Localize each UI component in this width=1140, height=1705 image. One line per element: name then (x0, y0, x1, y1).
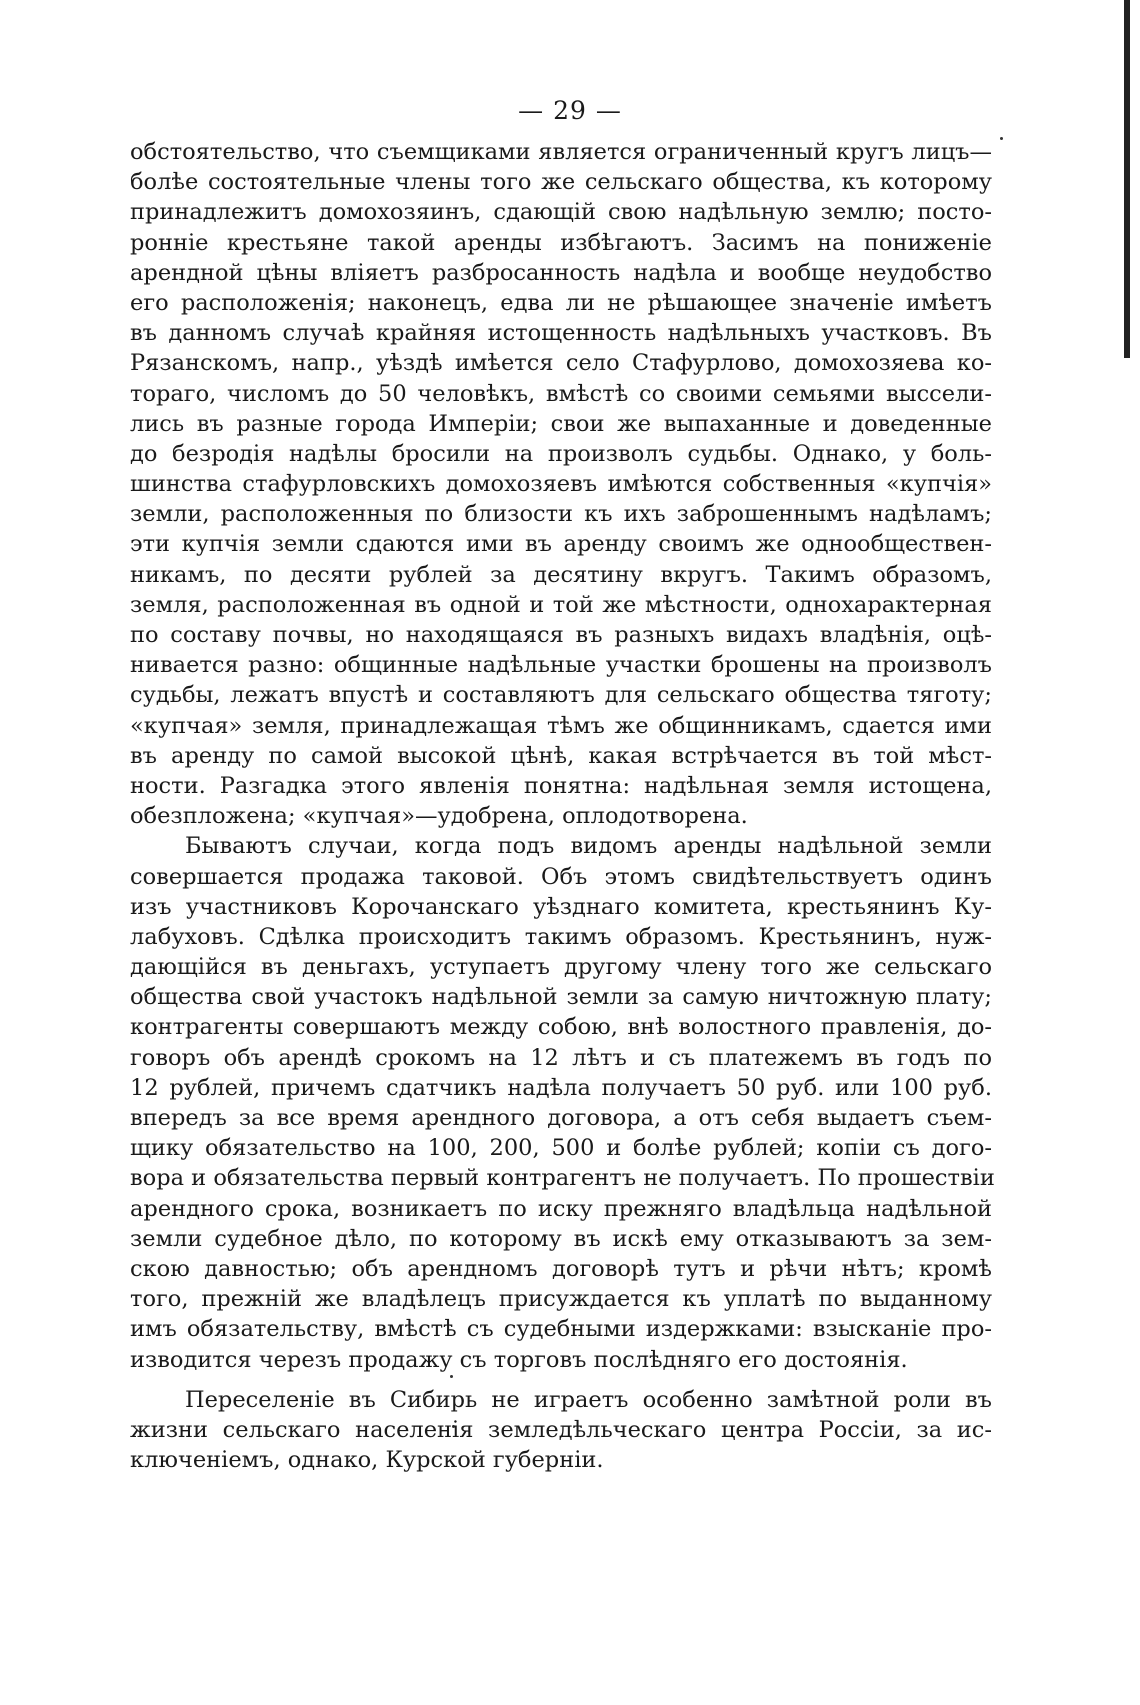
text-line: имъ обязательству, вмѣстѣ съ судебными издержками: взысканіе про- (130, 1316, 992, 1343)
page-number: — 29 — (518, 96, 622, 125)
text-line: тораго, числомъ до 50 человѣкъ, вмѣстѣ со своими семьями выссели- (130, 380, 992, 407)
text-line: ронніе крестьяне такой аренды избѣгаютъ. Засимъ на пониженіе (130, 229, 992, 256)
text-line: обезпложена; «купчая»—удобрена, оплодотворена. (130, 803, 748, 830)
text-line: ности. Разгадка этого явленія понятна: надѣльная земля истощена, (130, 772, 992, 799)
text-line: Бываютъ случаи, когда подъ видомъ аренды надѣльной земли (185, 833, 992, 860)
text-line: эти купчія земли сдаются ими въ аренду своимъ же однообществен- (130, 531, 992, 558)
text-line: болѣе состоятельные члены того же сельскаго общества, къ которому (130, 169, 992, 196)
body-text (130, 137, 995, 1475)
text-line: «купчая» земля, принадлежащая тѣмъ же общинникамъ, сдается ими (130, 712, 992, 739)
text-line: по составу почвы, но находящаяся въ разныхъ видахъ владѣнія, оцѣ- (130, 622, 992, 648)
text-line: земля, расположенная въ одной и той же мѣстности, однохарактерная (130, 591, 992, 618)
paragraph (130, 831, 995, 1374)
text-line: говоръ объ арендѣ срокомъ на 12 лѣтъ и съ платежемъ въ годъ по (130, 1044, 992, 1071)
text-line: Переселеніе въ Сибирь не играетъ особенно замѣтной роли въ (185, 1386, 992, 1413)
paragraph (130, 137, 992, 831)
text-line: до безродія надѣлы бросили на произволъ судьбы. Однако, у боль- (130, 440, 992, 467)
text-line: лись въ разные города Имперіи; свои же выпаханные и доведенные (130, 410, 992, 437)
text-line: земли, расположенныя по близости къ ихъ заброшеннымъ надѣламъ; (130, 501, 992, 528)
paragraph (130, 1385, 992, 1476)
text-line: того, прежній же владѣлецъ присуждается къ уплатѣ по выданному (130, 1286, 992, 1313)
text-line: шинства стафурловскихъ домохозяевъ имѣются собственныя «купчія» (130, 471, 992, 498)
text-line: принадлежитъ домохозяинъ, сдающій свою надѣльную землю; посто- (130, 199, 992, 226)
text-line: изъ участниковъ Корочанскаго уѣзднаго комитета, крестьянинъ Ку- (130, 893, 992, 920)
text-line: впередъ за все время арендного договора, а отъ себя выдаетъ съем- (130, 1105, 992, 1131)
text-line: дающійся въ деньгахъ, уступаетъ другому члену того же сельскаго (130, 954, 992, 981)
text-line: въ данномъ случаѣ крайняя истощенность надѣльныхъ участковъ. Въ (130, 320, 992, 347)
text-line: жизни сельскаго населенія земледѣльческаго центра Россіи, за ис- (130, 1416, 992, 1443)
text-line: щику обязательство на 100, 200, 500 и болѣе рублей; копіи съ дого- (130, 1135, 992, 1162)
text-line: земли судебное дѣло, по которому въ искѣ ему отказываютъ за зем- (130, 1225, 992, 1252)
text-line: 12 рублей, причемъ сдатчикъ надѣла получаетъ 50 руб. или 100 руб. (130, 1074, 992, 1101)
text-line: вора и обязательства первый контрагентъ не получаетъ. По прошествіи (130, 1165, 995, 1192)
text-line: арендного срока, возникаетъ по иску прежняго владѣльца надѣльной (130, 1195, 992, 1222)
text-line: скою давностью; объ арендномъ договорѣ тутъ и рѣчи нѣтъ; кромѣ (130, 1255, 992, 1282)
text-line: изводится черезъ продажу съ торговъ послѣдняго его достоянія. (130, 1346, 908, 1373)
text-line: его расположенія; наконецъ, едва ли не рѣшающее значеніе имѣетъ (130, 289, 992, 316)
text-line: ключеніемъ, однако, Курской губерніи. (130, 1447, 604, 1474)
text-line: лабуховъ. Сдѣлка происходитъ такимъ образомъ. Крестьянинъ, нуж- (130, 923, 992, 950)
text-line: нивается разно: общинные надѣльные участки брошены на произволъ (130, 652, 992, 679)
text-line: обстоятельство, что съемщиками является ограниченный кругъ лицъ— (130, 139, 992, 165)
text-line: общества свой участокъ надѣльной земли за самую ничтожную плату; (130, 984, 992, 1011)
paragraph-gap (130, 1375, 992, 1385)
scan-edge-bar (1124, 0, 1130, 358)
text-line: въ аренду по самой высокой цѣнѣ, какая встрѣчается въ той мѣст- (130, 742, 992, 769)
text-line: совершается продажа таковой. Объ этомъ свидѣтельствуетъ одинъ (130, 863, 992, 890)
text-line: арендной цѣны вліяетъ разбросанность надѣла и вообще неудобство (130, 259, 992, 286)
scan-speck (1000, 137, 1003, 140)
text-line: контрагенты совершаютъ между собою, внѣ волостного правленія, до- (130, 1014, 992, 1041)
text-line: судьбы, лежатъ впустѣ и составляютъ для сельскаго общества тяготу; (130, 682, 992, 709)
text-line: никамъ, по десяти рублей за десятину вкругъ. Такимъ образомъ, (130, 561, 992, 588)
text-line: Рязанскомъ, напр., уѣздѣ имѣется село Стафурлово, домохозяева ко- (130, 350, 992, 377)
